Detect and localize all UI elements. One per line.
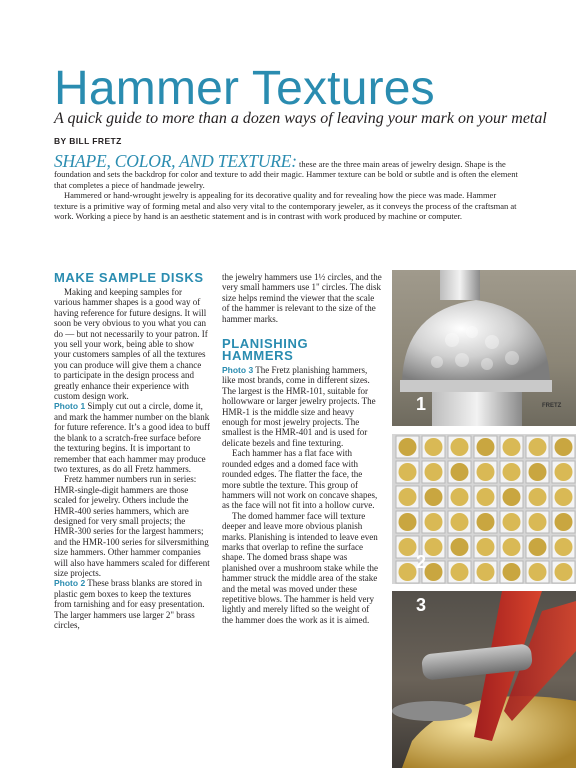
photo-caption-label: Photo 1 xyxy=(54,401,86,412)
section-heading-planishing: PLANISHING HAMMERS xyxy=(222,336,309,364)
brass-disk xyxy=(477,488,495,506)
column-2 xyxy=(222,272,382,625)
body-paragraph xyxy=(54,401,210,474)
brass-disk xyxy=(399,563,417,581)
brass-disk xyxy=(555,438,573,456)
brass-disk xyxy=(451,513,469,531)
photo-caption-label: Photo 3 xyxy=(222,365,254,376)
body-paragraph: The domed hammer face will texture deeper and leave more obvious planish marks. Planishing is intended to leave even marks that overlap to refine the surface shape. The domed brass shape was planished over a mushroom stake while the hammer struck the middle area of the stake and the metal was moved under these repetitive blows. The hammer is held very lightly and merely lifted so the weight of the hammer does the work as it is aimed. xyxy=(222,510,378,625)
brass-disk xyxy=(477,563,495,581)
brass-disk xyxy=(529,438,547,456)
section-heading-sample-disks: MAKE SAMPLE DISKS xyxy=(54,270,204,285)
photo-number-1: 1 xyxy=(415,394,426,414)
brass-disk xyxy=(451,438,469,456)
photo-3-illustration xyxy=(392,591,576,768)
brass-disk xyxy=(555,488,573,506)
body-paragraph: Making and keeping samples for various hammer shapes is a good way of having reference for future designs. It will soon be very obvious to you what you can do — but not necessarily to your patron. If you sell your work, being able to show your customers samples of all the textures you can produce will give them a chance to participate in the design process and greatly enhance their experience with custom design work. xyxy=(54,287,208,402)
brass-disk xyxy=(399,438,417,456)
photo-1-hammer-on-stake xyxy=(392,270,576,426)
brass-disk xyxy=(425,488,443,506)
brass-disk xyxy=(555,538,573,556)
brass-disk xyxy=(425,538,443,556)
body-paragraph xyxy=(54,578,210,630)
photo-3-planishing-hammers xyxy=(392,591,576,768)
intro-paragraph-1 xyxy=(54,151,520,190)
brass-disk xyxy=(529,463,547,481)
brass-disk xyxy=(425,463,443,481)
brass-disk xyxy=(477,538,495,556)
stake-brand-label: FRETZ xyxy=(542,403,562,409)
brass-disk xyxy=(529,513,547,531)
caption-text: The Fretz planishing hammers, like most brands, come in different sizes. The largest is the HMR-101, suitable for hollowware or larger jewelry projects. The HMR-1 is the middle size and heavy enough for most jewelry projects. The smallest is the HMR-401 and is used for delicate bezels and fine texturing. xyxy=(222,365,376,448)
article-subtitle: A quick guide to more than a dozen ways of leaving your mark on your metal xyxy=(54,110,547,127)
body-paragraph: Fretz hammer numbers run in series: HMR-single-digit hammers are those scaled for jewelry. Others include the HMR-400 series hammers, which are designed for very small projects; the HMR-300 series for the largest hammers; and the HMR-100 series for silversmithing size hammers. Other hammer companies will also have hammers scaled for different size projects. xyxy=(54,474,210,578)
caption-text: These brass blanks are stored in plastic gem boxes to keep the textures from tarnishing and for easy presentation. The larger hammers use larger 2" brass circles, xyxy=(54,578,205,630)
brass-disk xyxy=(503,438,521,456)
photo-number-3: 3 xyxy=(415,595,426,615)
brass-disk xyxy=(503,563,521,581)
brass-disk xyxy=(425,513,443,531)
brass-disk xyxy=(477,438,495,456)
brass-disk xyxy=(399,538,417,556)
body-paragraph xyxy=(222,365,382,448)
article-title: Hammer Textures xyxy=(54,62,435,115)
intro-paragraph-2: Hammered or hand-wrought jewelry is appealing for its decorative quality and for revealing how the piece was made. Hammer texture is a primitive way of forming metal and also very vital to the contemporary jeweler, as it conveys the process of the craftsman at work. Working a piece by hand is an aesthetic statement and is in contrast with work produced by machine or computer. xyxy=(54,190,517,222)
brass-disk xyxy=(503,513,521,531)
brass-disk xyxy=(555,463,573,481)
brass-disk xyxy=(477,463,495,481)
brass-disk xyxy=(451,488,469,506)
brass-disk xyxy=(399,488,417,506)
brass-disk xyxy=(555,563,573,581)
brass-disk xyxy=(451,563,469,581)
brass-disk xyxy=(399,463,417,481)
column-1 xyxy=(54,272,210,630)
brass-disk xyxy=(451,463,469,481)
caption-text: Simply cut out a circle, dome it, and mark the hammer number on the blank for future reference. It’s a good idea to buff the blank to a scratch-free surface before the texturing begins. It is important to remember that each hammer may produce two textures, as do all Fretz hammers. xyxy=(54,401,211,474)
brass-disk xyxy=(529,488,547,506)
brass-disk xyxy=(529,563,547,581)
brass-disk xyxy=(503,538,521,556)
byline: BY BILL FRETZ xyxy=(54,136,122,146)
brass-disk xyxy=(399,513,417,531)
intro-text-1: these are the three main areas of jewelry design. Shape is the foundation and sets the backdrop for color and texture to add their magic. Hammer texture can be bold or subtle and is often the element that completes a piece of handmade jewelry. xyxy=(54,159,518,190)
brass-disk xyxy=(425,563,443,581)
brass-disk xyxy=(451,538,469,556)
photo-caption-label: Photo 2 xyxy=(54,578,86,589)
brass-disk xyxy=(503,463,521,481)
brass-disk xyxy=(477,513,495,531)
brass-disk xyxy=(555,513,573,531)
brass-disk xyxy=(425,438,443,456)
photo-2-brass-samples xyxy=(392,434,576,584)
brass-disk xyxy=(529,538,547,556)
brass-disk xyxy=(503,488,521,506)
intro-lead: SHAPE, COLOR, AND TEXTURE: xyxy=(54,151,297,171)
body-paragraph: the jewelry hammers use 1½ circles, and the very small hammers use 1" circles. The disk size helps remind the viewer that the scale of the hammer is relevant to the size of the hammer marks. xyxy=(222,272,382,324)
photo-number-2: 2 xyxy=(415,552,426,572)
body-paragraph: Each hammer has a flat face with rounded edges and a domed face with rounded edges. The flatter the face, the more subtle the texture. This group of hammers will not work on concave shapes, as the face will not fit into a hollow curve. xyxy=(222,448,378,511)
intro xyxy=(54,151,520,222)
